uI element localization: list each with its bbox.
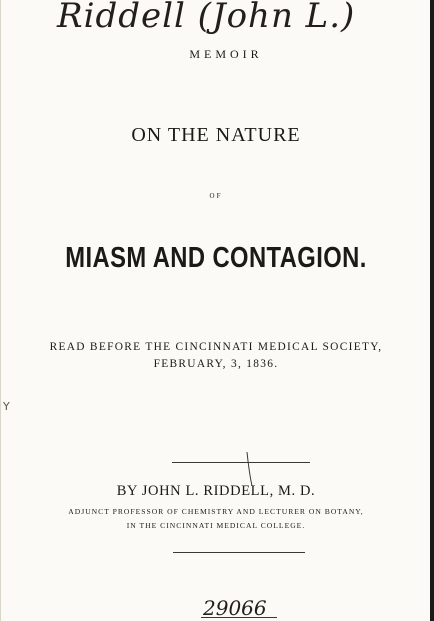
- date-line: FEBRUARY, 3, 1836.: [153, 358, 279, 370]
- author-byline: BY JOHN L. RIDDELL, M. D.: [116, 483, 316, 499]
- bottom-divider: [173, 552, 305, 553]
- read-before-line: READ BEFORE THE CINCINNATI MEDICAL SOCIETY,: [49, 341, 383, 353]
- author-position-line-2: IN THE CINCINNATI MEDICAL COLLEGE.: [126, 521, 306, 530]
- scan-edge: [430, 0, 434, 621]
- accession-underline: [201, 617, 277, 618]
- accession-number: 29066: [203, 596, 267, 620]
- main-title: MIASM AND CONTAGION.: [65, 242, 367, 274]
- author-position-line-1: ADJUNCT PROFESSOR OF CHEMISTRY AND LECTURER ON BOTANY,: [68, 507, 364, 516]
- handwritten-author-name: Riddell (John L.): [57, 0, 356, 36]
- margin-mark: Y: [3, 400, 10, 413]
- of-connector: OF: [209, 192, 223, 200]
- memoir-heading: MEMOIR: [189, 47, 263, 61]
- subtitle-on-the-nature: ON THE NATURE: [131, 124, 301, 146]
